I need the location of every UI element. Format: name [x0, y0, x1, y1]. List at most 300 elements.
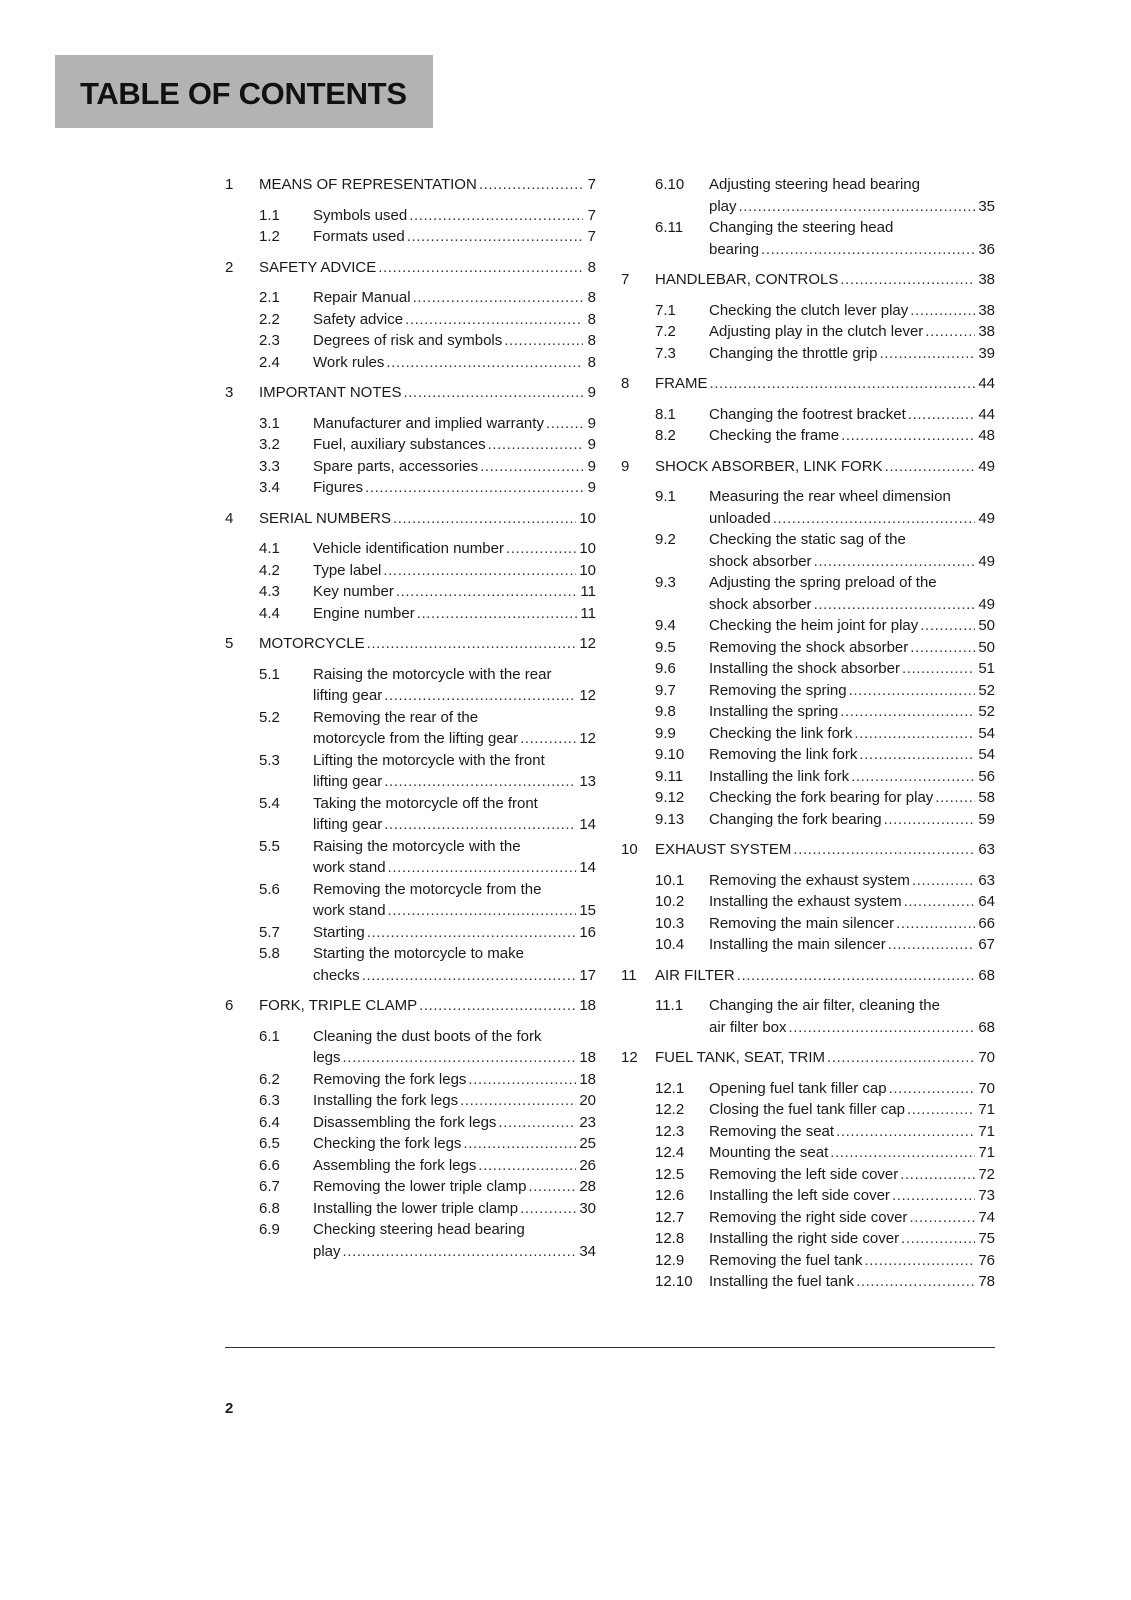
chapter-title-line [259, 257, 596, 279]
toc-section-entry[interactable] [259, 352, 596, 374]
toc-section-entry[interactable] [655, 321, 995, 343]
toc-line [313, 413, 596, 435]
section-title-text: Installing the exhaust system [709, 893, 902, 910]
toc-chapter-entry[interactable] [621, 456, 995, 478]
toc-line [655, 1047, 995, 1069]
toc-chapter-entry[interactable] [621, 839, 995, 861]
chapter-number: 4 [225, 509, 234, 527]
toc-section-entry[interactable] [655, 658, 995, 680]
section-title-text: Removing the left side cover [709, 1165, 899, 1183]
section-title [313, 309, 596, 331]
toc-section-entry[interactable] [655, 787, 995, 809]
dot-leader [901, 1228, 975, 1250]
toc-line [709, 766, 995, 788]
chapter-page: 70 [978, 1049, 995, 1066]
chapter-number: 12 [621, 1049, 638, 1066]
toc-section-entry[interactable] [655, 300, 995, 322]
toc-section-entry[interactable] [655, 1078, 995, 1100]
section-page: 9 [587, 479, 596, 496]
toc-chapter-entry[interactable] [621, 373, 995, 395]
toc-section-entry[interactable] [655, 1207, 995, 1229]
section-number: 12.5 [655, 1165, 685, 1183]
section-title [709, 1099, 995, 1121]
section-page: 74 [978, 1208, 995, 1226]
toc-chapter-entry[interactable] [225, 633, 596, 655]
toc-section-entry[interactable] [259, 879, 596, 922]
toc-line [709, 508, 995, 530]
dot-leader [463, 1133, 576, 1155]
toc-section-entry[interactable] [655, 891, 995, 913]
section-title-text: Removing the right side cover [709, 1208, 908, 1226]
toc-line [709, 404, 995, 426]
section-title [313, 1219, 596, 1262]
toc-line [709, 913, 995, 935]
footer-rule [225, 1347, 995, 1348]
section-title-text: Adjusting steering head bearing [709, 176, 920, 193]
chapter-page: 10 [579, 509, 596, 527]
dot-leader [814, 594, 976, 616]
dot-leader [506, 538, 576, 560]
section-number: 11.1 [655, 997, 684, 1014]
group-spacer [621, 260, 995, 269]
section-title-text: Mounting the seat [709, 1144, 829, 1161]
section-page: 23 [579, 1113, 596, 1131]
section-title [313, 1155, 596, 1177]
toc-line [709, 196, 995, 218]
section-page: 20 [579, 1092, 596, 1109]
section-title-text: Checking the fork legs [313, 1135, 462, 1152]
toc-section-entry[interactable] [655, 701, 995, 723]
dot-leader [378, 257, 583, 279]
dot-leader [367, 633, 577, 655]
toc-section-entry[interactable] [655, 995, 995, 1038]
toc-chapter-entry[interactable] [621, 1047, 995, 1069]
toc-section-entry[interactable] [655, 425, 995, 447]
section-title [709, 766, 995, 788]
section-number: 3.2 [259, 436, 280, 453]
toc-line [709, 551, 995, 573]
dot-leader [419, 995, 576, 1017]
toc-line [709, 486, 995, 508]
section-number: 4.3 [259, 583, 280, 600]
toc-section-entry[interactable] [259, 477, 596, 499]
dot-leader [851, 766, 975, 788]
section-number: 6.4 [259, 1113, 280, 1131]
toc-chapter-entry[interactable] [225, 995, 596, 1017]
toc-line [313, 603, 596, 625]
section-title-text: Checking the clutch lever play [709, 301, 909, 319]
section-title-text: Work rules [313, 353, 385, 371]
section-title-text: Closing the fuel tank filler cap [709, 1101, 905, 1118]
toc-section-entry[interactable] [655, 1228, 995, 1250]
toc-section-entry[interactable] [655, 637, 995, 659]
section-page: 56 [978, 767, 995, 785]
toc-section-entry[interactable] [655, 343, 995, 365]
section-number: 2.4 [259, 353, 280, 371]
toc-chapter-entry[interactable] [621, 965, 995, 987]
toc-section-entry[interactable] [259, 538, 596, 560]
section-number: 5.4 [259, 794, 280, 812]
toc-line [709, 1121, 995, 1143]
toc-line [313, 1133, 596, 1155]
toc-section-entry[interactable] [259, 1155, 596, 1177]
toc-line [709, 1164, 995, 1186]
toc-section-entry[interactable] [259, 603, 596, 625]
section-page: 15 [579, 902, 596, 919]
dot-leader [836, 1121, 975, 1143]
chapter-number: 9 [621, 457, 630, 475]
section-page: 38 [978, 301, 995, 319]
section-number: 2.3 [259, 332, 280, 349]
toc-section-entry[interactable] [259, 1198, 596, 1220]
section-page: 7 [587, 228, 596, 245]
section-page: 14 [579, 816, 596, 833]
group-spacer [225, 986, 596, 995]
section-title-text: Fuel, auxiliary substances [313, 436, 486, 453]
section-title-text: Manufacturer and implied warranty [313, 414, 544, 432]
section-page: 78 [978, 1273, 995, 1290]
toc-line [709, 1271, 995, 1293]
group-spacer [225, 373, 596, 382]
section-number: 9.10 [655, 746, 685, 763]
toc-section-entry[interactable] [655, 1099, 995, 1121]
section-page: 26 [579, 1156, 596, 1174]
section-number: 9.9 [655, 724, 676, 742]
dot-leader [546, 413, 583, 435]
toc-section-entry[interactable] [259, 330, 596, 352]
section-title-text: Checking the heim joint for play [709, 617, 919, 634]
toc-section-entry[interactable] [655, 615, 995, 637]
section-number: 10.2 [655, 893, 685, 910]
section-title-text: Removing the link fork [709, 746, 858, 763]
toc-line [709, 658, 995, 680]
toc-section-entry[interactable] [655, 174, 995, 217]
dot-leader [407, 226, 583, 248]
group-spacer [621, 956, 995, 965]
toc-chapter-entry[interactable] [225, 382, 596, 404]
toc-section-entry[interactable] [259, 1069, 596, 1091]
toc-line [709, 239, 995, 261]
toc-section-entry[interactable] [655, 809, 995, 831]
toc-section-entry[interactable] [655, 680, 995, 702]
toc-section-entry[interactable] [655, 404, 995, 426]
section-number: 2.2 [259, 310, 280, 328]
section-title [709, 174, 995, 217]
toc-section-entry[interactable] [655, 744, 995, 766]
toc-section-entry[interactable] [259, 434, 596, 456]
section-title [709, 217, 995, 260]
section-title-text: Removing the spring [709, 681, 847, 699]
section-title-text: Removing the motorcycle from the [313, 880, 542, 898]
toc-section-entry[interactable] [259, 1112, 596, 1134]
section-title-text: Installing the left side cover [709, 1187, 890, 1204]
dot-leader [343, 1241, 577, 1263]
section-page: 10 [579, 561, 596, 579]
toc-line [313, 1047, 596, 1069]
chapter-title-line [655, 839, 995, 861]
toc-section-entry[interactable] [655, 913, 995, 935]
toc-line [313, 943, 596, 965]
dot-leader [859, 744, 975, 766]
section-title [313, 922, 596, 944]
section-number: 4.1 [259, 540, 280, 557]
toc-line [709, 1228, 995, 1250]
toc-section-entry[interactable] [259, 560, 596, 582]
toc-line [709, 572, 995, 594]
dot-leader [908, 404, 976, 426]
toc-section-entry[interactable] [655, 486, 995, 529]
section-title [709, 321, 995, 343]
section-title [313, 434, 596, 456]
toc-line [709, 529, 995, 551]
toc-section-entry[interactable] [655, 1250, 995, 1272]
section-number: 6.5 [259, 1135, 280, 1152]
section-number: 9.6 [655, 660, 676, 677]
group-spacer [225, 499, 596, 508]
toc-section-entry[interactable] [655, 1164, 995, 1186]
dot-leader [488, 434, 583, 456]
toc-line [655, 269, 995, 291]
toc-section-entry[interactable] [655, 529, 995, 572]
section-page: 71 [978, 1122, 995, 1140]
toc-line [709, 1017, 995, 1039]
toc-line [655, 456, 995, 478]
section-number: 12.6 [655, 1187, 685, 1204]
toc-line [259, 257, 596, 279]
section-number: 8.1 [655, 405, 676, 423]
section-page: 35 [978, 197, 995, 215]
toc-line [313, 309, 596, 331]
section-number: 5.8 [259, 945, 280, 962]
section-title [313, 707, 596, 750]
section-page: 73 [978, 1187, 995, 1204]
section-number: 9.1 [655, 488, 676, 505]
chapter-title: EXHAUST SYSTEM [655, 841, 792, 858]
toc-section-entry[interactable] [655, 870, 995, 892]
toc-section-entry[interactable] [259, 1133, 596, 1155]
chapter-title: FORK, TRIPLE CLAMP [259, 997, 418, 1014]
toc-line [709, 995, 995, 1017]
toc-section-entry[interactable] [259, 413, 596, 435]
section-title-text: Removing the lower triple clamp [313, 1178, 527, 1195]
section-title [313, 793, 596, 836]
toc-line [709, 321, 995, 343]
toc-line [313, 1112, 596, 1134]
section-title [709, 425, 995, 447]
section-title-text: checks [313, 966, 360, 984]
toc-right-column [621, 174, 995, 1302]
section-number: 10.4 [655, 936, 685, 953]
section-page: 63 [978, 871, 995, 889]
dot-leader [404, 382, 583, 404]
section-page: 9 [587, 436, 596, 453]
section-page: 59 [978, 810, 995, 828]
chapter-title-line [655, 965, 995, 987]
toc-section-entry[interactable] [259, 226, 596, 248]
section-title [709, 1121, 995, 1143]
section-page: 52 [978, 703, 995, 720]
toc-line [313, 287, 596, 309]
chapter-number: 1 [225, 176, 234, 193]
section-title [709, 809, 995, 831]
section-title-text: Symbols used [313, 206, 408, 224]
toc-line [655, 965, 995, 987]
toc-section-entry[interactable] [655, 934, 995, 956]
group-spacer [621, 1038, 995, 1047]
toc-line [709, 174, 995, 196]
dot-leader [902, 658, 975, 680]
section-page: 64 [978, 893, 995, 910]
section-number: 5.7 [259, 923, 280, 941]
group-spacer [225, 624, 596, 633]
toc-section-entry[interactable] [259, 1176, 596, 1198]
toc-line [313, 965, 596, 987]
section-title-text: Changing the footrest bracket [709, 405, 906, 423]
toc-section-entry[interactable] [259, 750, 596, 793]
toc-line [709, 1099, 995, 1121]
toc-line [709, 1078, 995, 1100]
dot-leader [367, 922, 577, 944]
toc-section-entry[interactable] [655, 766, 995, 788]
section-page: 11 [580, 583, 596, 600]
toc-line [709, 934, 995, 956]
toc-line [259, 995, 596, 1017]
section-number: 6.11 [655, 219, 684, 236]
toc-line [313, 793, 596, 815]
group-spacer [621, 364, 995, 373]
toc-section-entry[interactable] [259, 664, 596, 707]
chapter-title-line [259, 382, 596, 404]
toc-line [709, 723, 995, 745]
dot-leader [384, 814, 576, 836]
dot-leader [879, 343, 975, 365]
section-title [313, 1026, 596, 1069]
section-title [709, 1207, 995, 1229]
section-title-text: Checking steering head bearing [313, 1221, 525, 1238]
toc-section-entry[interactable] [655, 1121, 995, 1143]
toc-section-entry[interactable] [259, 309, 596, 331]
section-title [709, 1250, 995, 1272]
section-title [709, 723, 995, 745]
toc-section-entry[interactable] [655, 1185, 995, 1207]
dot-leader [896, 913, 975, 935]
chapter-title-line [655, 373, 995, 395]
dot-leader [840, 269, 975, 291]
toc-line [259, 382, 596, 404]
dot-leader [789, 1017, 976, 1039]
dot-leader [460, 1090, 576, 1112]
chapter-page: 68 [978, 966, 995, 984]
section-title [313, 352, 596, 374]
toc-section-entry[interactable] [259, 922, 596, 944]
toc-section-entry[interactable] [259, 1219, 596, 1262]
section-title-text: play [709, 197, 737, 215]
section-number: 1.2 [259, 228, 280, 245]
section-title-text: air filter box [709, 1018, 787, 1036]
chapter-number: 7 [621, 271, 630, 288]
chapter-title: IMPORTANT NOTES [259, 384, 402, 401]
toc-line [709, 594, 995, 616]
section-number: 10.3 [655, 914, 685, 932]
toc-section-entry[interactable] [259, 1026, 596, 1069]
chapter-page: 38 [978, 271, 995, 288]
toc-section-entry[interactable] [259, 1090, 596, 1112]
dot-leader [830, 1142, 975, 1164]
toc-chapter-entry[interactable] [621, 269, 995, 291]
toc-section-entry[interactable] [259, 456, 596, 478]
toc-line [709, 701, 995, 723]
section-title [313, 664, 596, 707]
section-number: 3.3 [259, 457, 280, 475]
section-title [709, 1271, 995, 1293]
dot-leader [773, 508, 976, 530]
toc-section-entry[interactable] [259, 793, 596, 836]
toc-line [709, 1207, 995, 1229]
chapter-title: SERIAL NUMBERS [259, 509, 391, 527]
toc-section-entry[interactable] [259, 287, 596, 309]
dot-leader [413, 287, 583, 309]
chapter-title: FRAME [655, 375, 708, 392]
toc-line [313, 581, 596, 603]
toc-section-entry[interactable] [655, 572, 995, 615]
section-number: 10.1 [655, 871, 685, 889]
toc-line [313, 434, 596, 456]
section-title [709, 529, 995, 572]
toc-section-entry[interactable] [259, 707, 596, 750]
section-title [313, 879, 596, 922]
section-title-text: Changing the steering head [709, 219, 894, 236]
toc-section-entry[interactable] [259, 836, 596, 879]
toc-section-entry[interactable] [655, 723, 995, 745]
section-title-text: Installing the fuel tank [709, 1273, 855, 1290]
toc-line [313, 1026, 596, 1048]
section-page: 18 [579, 1070, 596, 1088]
section-number: 12.8 [655, 1230, 685, 1247]
toc-chapter-entry[interactable] [225, 257, 596, 279]
dot-leader [884, 809, 976, 831]
toc-chapter-entry[interactable] [225, 508, 596, 530]
section-page: 16 [579, 923, 596, 941]
section-title [313, 413, 596, 435]
dot-leader [710, 373, 976, 395]
section-page: 38 [978, 323, 995, 340]
toc-section-entry[interactable] [655, 1271, 995, 1293]
group-spacer [621, 447, 995, 456]
dot-leader [737, 965, 976, 987]
toc-section-entry[interactable] [259, 943, 596, 986]
section-title-text: Installing the main silencer [709, 936, 886, 953]
chapter-title: MOTORCYCLE [259, 635, 365, 652]
section-number: 12.9 [655, 1251, 685, 1269]
toc-line [709, 637, 995, 659]
section-title [709, 680, 995, 702]
toc-chapter-entry[interactable] [225, 174, 596, 196]
section-page: 52 [978, 681, 995, 699]
section-title [709, 701, 995, 723]
dot-leader [827, 1047, 975, 1069]
section-title-text: work stand [313, 902, 386, 919]
dot-leader [854, 723, 975, 745]
dot-leader [393, 508, 576, 530]
toc-section-entry[interactable] [655, 217, 995, 260]
section-title [313, 1176, 596, 1198]
section-title-text: Removing the shock absorber [709, 638, 909, 656]
toc-section-entry[interactable] [655, 1142, 995, 1164]
toc-section-entry[interactable] [259, 205, 596, 227]
toc-section-entry[interactable] [259, 581, 596, 603]
dot-leader [864, 1250, 975, 1272]
section-page: 12 [579, 687, 596, 704]
